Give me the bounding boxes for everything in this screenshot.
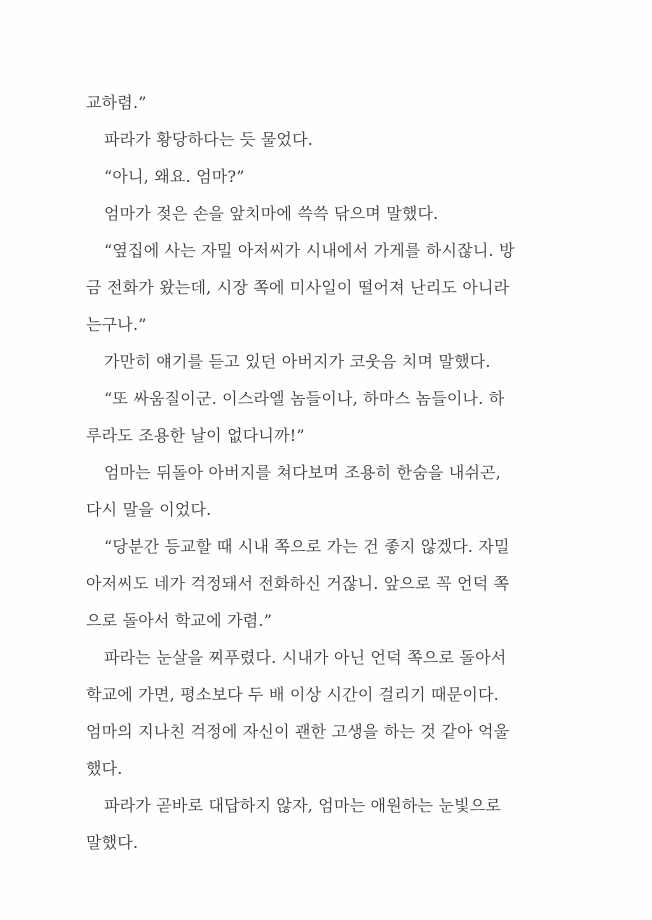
text-line-1: 교하렴.” (86, 93, 147, 112)
text-line-20: 파라가 곧바로 대답하지 않자, 엄마는 애원하는 눈빛으로 (104, 796, 502, 815)
text-line-4: 엄마가 젖은 손을 앞치마에 쓱쓱 닦으며 말했다. (104, 204, 439, 223)
text-line-21: 말했다. (86, 833, 139, 852)
body-text (86, 84, 586, 861)
text-line-11: 엄마는 뒤돌아 아버지를 쳐다보며 조용히 한숨을 내쉬곤, (104, 463, 502, 482)
text-line-19: 했다. (86, 759, 123, 778)
text-line-7: 는구나.” (86, 315, 147, 334)
text-line-17: 학교에 가면, 평소보다 두 배 이상 시간이 걸리기 때문이다. (86, 685, 499, 704)
text-line-10: 루라도 조용한 날이 없다니까!” (86, 426, 305, 445)
text-line-14: 아저씨도 네가 걱정돼서 전화하신 거잖니. 앞으로 꼭 언덕 쪽 (86, 574, 510, 593)
text-line-16: 파라는 눈살을 찌푸렸다. 시내가 아닌 언덕 쪽으로 돌아서 (104, 648, 507, 667)
text-line-9: “또 싸움질이군. 이스라엘 놈들이나, 하마스 놈들이나. 하 (104, 389, 505, 408)
text-line-12: 다시 말을 이었다. (86, 500, 212, 519)
text-line-13: “당분간 등교할 때 시내 쪽으로 가는 건 좋지 않겠다. 자밀 (104, 537, 510, 556)
text-line-18: 엄마의 지나친 걱정에 자신이 괜한 고생을 하는 것 같아 억울 (86, 722, 510, 741)
text-line-2: 파라가 황당하다는 듯 물었다. (104, 130, 314, 149)
text-line-3: “아니, 왜요. 엄마?” (104, 167, 245, 186)
text-line-6: 금 전화가 왔는데, 시장 쪽에 미사일이 떨어져 난리도 아니라 (86, 278, 510, 297)
text-line-5: “옆집에 사는 자밀 아저씨가 시내에서 가게를 하시잖니. 방 (104, 241, 515, 260)
text-line-8: 가만히 얘기를 듣고 있던 아버지가 코웃음 치며 말했다. (104, 352, 491, 371)
text-line-15: 으로 돌아서 학교에 가렴.” (86, 611, 273, 630)
